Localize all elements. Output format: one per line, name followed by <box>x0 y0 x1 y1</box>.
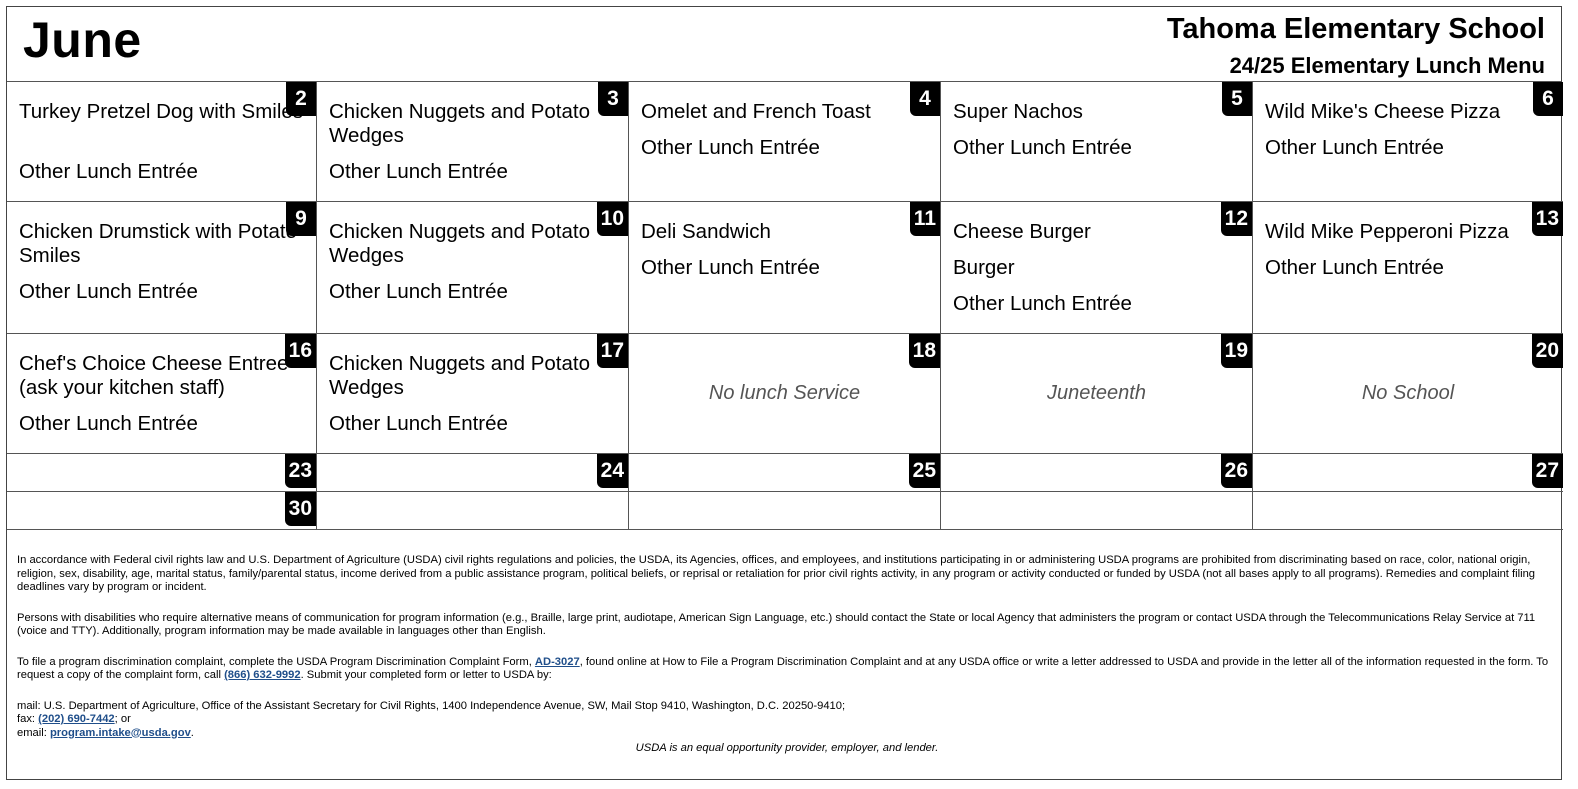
other-entree-item: Other Lunch Entrée <box>953 292 1132 315</box>
week-row <box>7 334 1563 454</box>
day-number: 19 <box>1221 334 1252 368</box>
equal-opportunity-statement: USDA is an equal opportunity provider, employer, and lender. <box>635 742 939 754</box>
day-number: 4 <box>910 82 940 116</box>
day-cell <box>7 202 317 333</box>
week-row <box>7 492 1563 530</box>
day-number: 18 <box>909 334 940 368</box>
fax-link[interactable]: (202) 690-7442 <box>38 713 115 725</box>
legal-paragraph: Persons with disabilities who require alternative means of communication for program information (e.g., Braille, large print, audiotape, American Sign Language, etc.) should contact the State or local Agency that administers the program or contact USDA through the Telecommunications Relay Service at 711 (voice and TTY). Additionally, program information may be made available in languages other than English. <box>17 611 1536 637</box>
day-cell <box>629 492 941 529</box>
day-number: 24 <box>597 454 628 488</box>
day-cell <box>1253 202 1563 333</box>
day-number: 27 <box>1532 454 1563 488</box>
week-row <box>7 454 1563 492</box>
other-entree-item: Other Lunch Entrée <box>1265 136 1444 159</box>
day-note: No lunch Service <box>708 382 861 404</box>
fax-label: fax: <box>17 713 39 725</box>
other-entree-item: Other Lunch Entrée <box>329 412 508 435</box>
day-cell <box>317 82 629 201</box>
legal-text: . Submit your completed form or letter to USDA by: <box>300 669 552 681</box>
menu-item: Deli Sandwich <box>641 220 771 243</box>
day-cell <box>941 454 1253 491</box>
other-entree-item: Other Lunch Entrée <box>641 136 820 159</box>
contact-block <box>17 700 1557 741</box>
other-entree-item: Other Lunch Entrée <box>19 160 198 183</box>
email-end: . <box>190 726 194 739</box>
day-cell <box>317 454 629 491</box>
email-link[interactable]: program.intake@usda.gov <box>49 726 191 739</box>
day-number: 23 <box>285 454 316 488</box>
week-row <box>7 82 1563 202</box>
day-number: 20 <box>1532 334 1563 368</box>
day-cell <box>7 82 317 201</box>
day-cell <box>7 492 317 529</box>
menu-item: Chicken Nuggets and Potato Wedges <box>329 100 590 147</box>
menu-item: Super Nachos <box>953 100 1083 123</box>
email-label: email: <box>17 726 50 739</box>
menu-item: Chicken Nuggets and Potato Wedges <box>329 352 590 399</box>
day-cell <box>1253 454 1563 491</box>
day-cell <box>629 454 941 491</box>
menu-item: Turkey Pretzel Dog with Smiles <box>19 100 304 123</box>
day-number: 5 <box>1222 82 1252 116</box>
day-cell <box>629 334 941 453</box>
legal-text: , found online at How to File a Program Discrimination Complaint and at any USDA office or write a letter addressed to USDA and provide in the letter all of the information requested in the form. To request a copy of the complaint form, call <box>17 655 1549 681</box>
day-cell <box>941 82 1253 201</box>
day-cell <box>1253 492 1563 529</box>
legal-text: To file a program discrimination complaint, complete the USDA Program Discrimination Complaint Form, <box>17 655 535 668</box>
day-cell <box>317 492 629 529</box>
school-name: Tahoma Elementary School <box>1166 13 1545 45</box>
other-entree-item: Other Lunch Entrée <box>953 136 1132 159</box>
week-row <box>7 202 1563 334</box>
day-note: No School <box>1361 382 1455 404</box>
menu-item: Chef's Choice Cheese Entree (ask your kitchen staff) <box>19 352 289 399</box>
day-number: 13 <box>1532 202 1563 236</box>
other-entree-item: Other Lunch Entrée <box>329 160 508 183</box>
day-number: 26 <box>1221 454 1252 488</box>
day-number: 12 <box>1221 202 1252 236</box>
day-number: 17 <box>597 334 628 368</box>
day-cell <box>629 202 941 333</box>
day-cell <box>317 202 629 333</box>
day-number: 11 <box>910 202 940 236</box>
day-number: 9 <box>286 202 316 236</box>
fax-end: ; or <box>114 713 131 725</box>
day-cell <box>1253 82 1563 201</box>
day-number: 16 <box>285 334 316 368</box>
menu-subtitle: 24/25 Elementary Lunch Menu <box>1229 53 1545 78</box>
other-entree-item: Other Lunch Entrée <box>19 280 198 303</box>
other-entree-item: Other Lunch Entrée <box>19 412 198 435</box>
menu-item: Cheese Burger <box>953 220 1091 243</box>
menu-item: Burger <box>953 256 1015 279</box>
day-number: 30 <box>285 492 316 526</box>
legal-paragraph <box>17 656 1557 683</box>
day-cell <box>7 334 317 453</box>
menu-header <box>7 7 1561 82</box>
menu-item: Chicken Nuggets and Potato Wedges <box>329 220 590 267</box>
nondiscrimination-statement <box>17 554 1557 756</box>
mail-address: mail: U.S. Department of Agriculture, Office of the Assistant Secretary for Civil Rights, 1400 Independence Avenue, SW, Mail Stop 9410, Washington, D.C. 20250-9410; <box>17 699 846 712</box>
other-entree-item: Other Lunch Entrée <box>329 280 508 303</box>
other-entree-item: Other Lunch Entrée <box>641 256 820 279</box>
day-cell <box>1253 334 1563 453</box>
ad-3027-link[interactable]: AD-3027 <box>534 655 580 668</box>
day-number: 3 <box>598 82 628 116</box>
day-cell <box>941 202 1253 333</box>
menu-item: Chicken Drumstick with Potato Smiles <box>19 220 297 267</box>
day-cell <box>941 492 1253 529</box>
menu-item: Omelet and French Toast <box>641 100 871 123</box>
day-number: 10 <box>597 202 628 236</box>
menu-item: Wild Mike's Cheese Pizza <box>1265 100 1501 123</box>
legal-paragraph: In accordance with Federal civil rights law and U.S. Department of Agriculture (USDA) civil rights regulations and policies, the USDA, its Agencies, offices, and employees, and institutions participating in or administering USDA programs are prohibited from discriminating based on race, color, national origin, religion, sex, disability, age, marital status, family/parental status, income derived from a public assistance program, political beliefs, or reprisal or retaliation for prior civil rights activity, in any program or activity conducted or funded by USDA (not all bases apply to all programs). Remedies and complaint filing deadlines vary by program or incident. <box>17 554 1536 593</box>
day-number: 25 <box>909 454 940 488</box>
other-entree-item: Other Lunch Entrée <box>1265 256 1444 279</box>
day-cell <box>629 82 941 201</box>
day-cell <box>941 334 1253 453</box>
day-note: Juneteenth <box>1047 382 1146 404</box>
month-title: June <box>23 12 142 68</box>
menu-item: Wild Mike Pepperoni Pizza <box>1265 220 1509 243</box>
day-number: 2 <box>286 82 316 116</box>
calendar-grid <box>7 82 1563 530</box>
day-cell <box>317 334 629 453</box>
day-number: 6 <box>1533 82 1563 116</box>
day-cell <box>7 454 317 491</box>
menu-page <box>6 6 1562 780</box>
phone-link[interactable]: (866) 632-9992 <box>224 669 301 681</box>
